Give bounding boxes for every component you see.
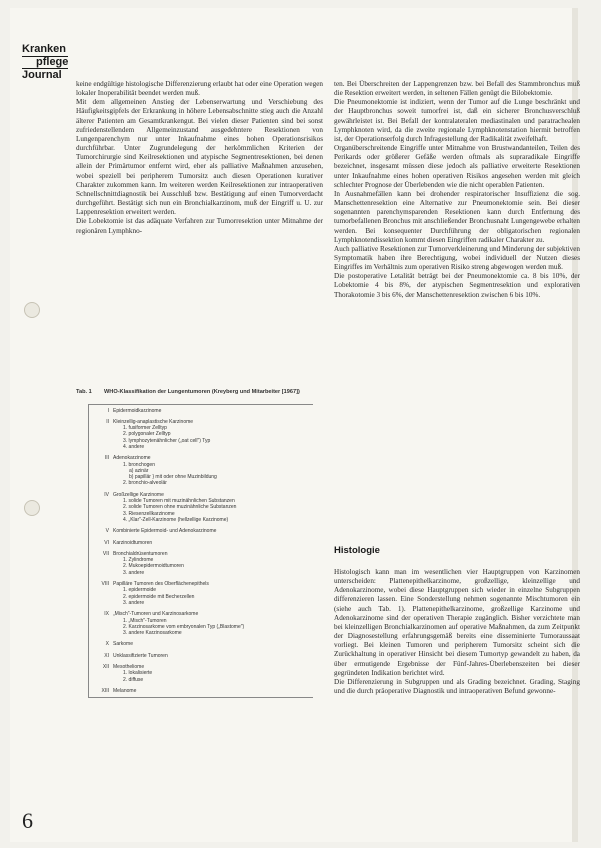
row-number: [91, 517, 113, 523]
row-text: 2. epidermoide mit Becherzellen: [123, 593, 195, 600]
row-text: Melanome: [113, 687, 137, 694]
table-row: [91, 528, 313, 534]
row-text: 1. epidermoide: [123, 587, 157, 594]
left-column: [76, 80, 323, 236]
row-text: 3. andere: [123, 599, 145, 606]
row-text: 1. „Misch"-Tumoren: [123, 617, 167, 624]
table-row: [91, 408, 313, 414]
row-number: XI: [104, 652, 109, 659]
right-column: [334, 80, 580, 300]
row-text: Kombinierte Epidermoid- und Adenokarzinome: [113, 528, 217, 535]
row-text: Großzellige Karzinome: [113, 491, 164, 498]
table-row: [91, 630, 313, 636]
paragraph: Mit dem allgemeinen Anstieg der Lebenserwartung und Verschiebung des Häufigkeitsgipfels der Erkrankung in höhere Lebensabschnitte stieg auch die Anzahl älterer Patienten am Gesamtkrankengut. Bei vielen dieser Patienten sind bei sonst zufriedenstellendem Allgemeinzustand ausgedehntere Resektionen von Lungenparenchym nur unter Inkaufnahme eines hohen Operationsrisikos durchführbar. Unter Zugrundelegung der herkömmlichen Kriterien der Tumorchirurgie sind Keilresektionen und atypische Segmentresektionen, bei denen allein der Primärtumor entfernt wird, eher als palliative Maßnahmen anzusehen, wobei speziell bei peripherem Tumorsitz auch diesen Operationen kurativer Charakter zukommen kann. Im weiteren werden Keilresektionen zur intraoperativen Schnellschnittdiagnostik bei Ausschluß bzw. Bestätigung auf einen Tumorverdacht durchgeführt. Bestätigt sich nun ein Bronchialkarzinom, muß der Eingriff u. U. zur Lappenresektion erweitert werden.: [76, 98, 323, 217]
paragraph: keine endgültige histologische Differenzierung erlaubt hat oder eine Operation wegen lokaler Inoperabilität beendet werden muß.: [76, 80, 323, 98]
row-text: 4. andere: [123, 443, 145, 450]
row-text: 2. bronchio-alveolär: [123, 480, 167, 487]
table-row: [91, 677, 313, 683]
row-number: [91, 630, 113, 636]
paragraph: Die Differenzierung in Subgruppen und als Grading bezeichnet. Grading, Staging und die durch präoperative Diagnostik und intraoperativen Befund gewonne-: [334, 677, 580, 696]
paragraph: In Ausnahmefällen kann bei drohender respiratorischer Insuffizienz die sog. Manschettenresektion eine Alternative zur Pneumonektomie sein. Bei dieser sogenannten parenchymsparenden Resektionen kann durch Entfernung des tumorbefallenen Bronchus mit anschließender Bronchusnaht Lungengewebe erhalten werden. Bei konsequenter Durchführung der obligatorischen regionalen Lymphknotendissektion kommt diesen Eingriffen radikaler Charakter zu.: [334, 189, 580, 244]
row-number: XIII: [101, 687, 109, 694]
row-number: VIII: [101, 581, 109, 588]
row-text: 1. fusiformer Zelltyp: [123, 425, 167, 432]
row-number: [91, 570, 113, 576]
table-row: [91, 480, 313, 486]
table-row: [91, 540, 313, 546]
row-text: 1. lokalisierte: [123, 670, 153, 677]
row-number: IV: [104, 491, 109, 498]
row-text: 2. Mukoepidermoidtumoren: [123, 563, 184, 570]
row-text: 2. diffuse: [123, 676, 144, 683]
table-row: [91, 570, 313, 576]
row-text: 4. „Klar"-Zell-Karzinome (hellzellige Karzinome): [123, 516, 229, 523]
row-number: XII: [102, 664, 109, 670]
row-number: [91, 600, 113, 606]
section-heading: Histologie: [334, 545, 380, 556]
row-text: 1. solide Tumoren mit muzinähnlichen Substanzen: [123, 498, 235, 505]
row-text: 3. Riesenzellkarzinome: [123, 510, 175, 517]
table-row: [91, 641, 313, 647]
punch-hole-icon: [24, 302, 40, 318]
row-text: 3. lymphozytenähnlicher („oat cell") Typ: [123, 437, 211, 444]
row-number: IX: [104, 611, 109, 618]
row-text: a) azinär: [129, 467, 149, 474]
row-number: [91, 480, 113, 486]
row-text: Adenokarzinome: [113, 455, 151, 462]
row-text: 2. solide Tumoren ohne muzinähnliche Substanzen: [123, 504, 237, 511]
row-text: Mesotheliome: [113, 664, 145, 670]
row-text: 1. Zylindrome: [123, 557, 154, 564]
row-number: VI: [104, 539, 109, 546]
table-body: [88, 404, 313, 699]
page-number: 6: [22, 808, 33, 833]
row-number: V: [105, 528, 109, 535]
table-row: [91, 444, 313, 450]
row-text: b) papillär } mit oder ohne Muzinbildung: [129, 474, 217, 481]
row-number: III: [104, 455, 109, 462]
row-text: Sarkome: [113, 641, 134, 648]
table-row: [91, 653, 313, 659]
row-text: Unklassifizierte Tumoren: [113, 652, 168, 659]
row-text: Kleinzellig-anaplastische Karzinome: [113, 418, 194, 425]
table-row: [91, 688, 313, 694]
paragraph: Die postoperative Letalität beträgt bei der Pneumonektomie ca. 8 bis 10%, der Lobektomie 4 bis 8%, der atypischen Segmentresektion und explorativen Thorakotomie 3 bis 6%, der Manschettenresektion zwischen 6 bis 10%.: [334, 272, 580, 299]
row-text: Epidermoidkarzinome: [113, 407, 162, 414]
paragraph: Die Pneumonektomie ist indiziert, wenn der Tumor auf die Lunge beschränkt und der Hauptbronchus soweit tumorfrei ist, daß ein sicherer Bronchusverschluß gewährleistet ist. Bei Befall der kontralateralen mediastinalen und paratrachealen Lymphknoten wird, da die zweite regionale Lymphknotenstation hiermit betroffen ist, der Operationserfolg durch Infragestellung der Radikalität zweifelhaft.: [334, 98, 580, 143]
table-label: Tab. 1: [76, 389, 92, 395]
who-classification-table: [76, 389, 323, 819]
paragraph: Die Lobektomie ist das adäquate Verfahren zur Tumorresektion unter Mitnahme der regionären Lymphkno-: [76, 217, 323, 235]
punch-hole-icon: [24, 500, 40, 516]
paragraph: Organüberschreitende Eingriffe unter Mitnahme von Brustwandanteilen, Teilen des Perikards oder größerer Gefäße werden oftmals als supraradikale Eingriffe bezeichnet, insgesamt müssen diese jedoch als palliative erweiterte Resektionen unter Inkaufnahme eines hohen operativen Risikos angesehen werden mit gleich schlechter Prognose der Überlebenden wie die nicht operablen Patienten.: [334, 144, 580, 189]
paragraph: ten. Bei Überschreiten der Lappengrenzen bzw. bei Befall des Stammbronchus muß die Resektion erweitert werden, in seltenen Fällen genügt die Bilobektomie.: [334, 80, 580, 98]
row-text: Bronchialdrüsentumoren: [113, 550, 168, 557]
journal-line-1: Kranken: [22, 43, 67, 55]
table-row: [91, 517, 313, 523]
paragraph: Histologisch kann man im wesentlichen vier Hauptgruppen von Karzinomen unterscheiden: Plattenepithelkarzinome, großzellige, kleinzellige und Adenokarzinome, wobei diese Hauptgruppen sich wieder in einzelne Subgruppen differenzieren lassen. Eine Sonderstellung nehmen sogenannte Mischtumoren ein (siehe auch Tab. 1). Plattenepithelkarzinome, großzellige Karzinome und Adenokarzinome sind der operativen Therapie zugänglich. Bisher verzichtete man bei kleinzelligen Bronchialkarzinomen auf operative Maßnahmen, da zum Zeitpunkt der Diagnosestellung erfahrungsgemäß bereits eine disseminierte Tumoraussaat vorliegt. Bei kleinen Tumoren und peripherem Tumorsitz scheint sich die Zurückhaltung in operativer Hinsicht bei diesem Tumortyp gewandelt zu haben, da über ermutigende Ergebnisse der Fünf-Jahres-Überlebenszeiten bei dieser gegründeten Indikation berichtet wird.: [334, 568, 580, 677]
journal-logo: [22, 44, 68, 81]
row-number: [91, 677, 113, 683]
row-number: X: [105, 641, 109, 648]
row-number: [91, 444, 113, 450]
row-text: „Misch"-Tumoren und Karzinosarkome: [113, 611, 199, 618]
row-text: 3. andere: [123, 569, 145, 576]
histologie-column: [334, 568, 580, 696]
table-row: [91, 600, 313, 606]
row-number: I: [107, 407, 109, 414]
paragraph: Auch palliative Resektionen zur Tumorverkleinerung und Minderung der subjektiven Symptomatik haben ihre Berechtigung, wobei individuell der Nutzen dieses Eingriffes im Verhältnis zum operativen Risiko streng abgewogen werden muß.: [334, 244, 580, 272]
row-text: 2. polygonaler Zelltyp: [123, 431, 171, 438]
table-title: WHO-Klassifikation der Lungentumoren (Kreyberg und Mitarbeiter [1967]): [104, 389, 300, 395]
journal-line-2: pflege: [22, 56, 68, 69]
row-number: II: [106, 418, 109, 425]
row-text: 2. Karzinosarkome vom embryonalen Typ („Blastome"): [123, 623, 245, 630]
row-text: 1. bronchogen: [123, 461, 155, 468]
journal-line-3: Journal: [22, 69, 62, 81]
row-text: Karzinoidtumoren: [113, 539, 153, 546]
row-text: Papilläre Tumoren des Oberflächenepithels: [113, 581, 209, 588]
row-number: VII: [102, 550, 109, 557]
row-text: 3. andere Karzinosarkome: [123, 630, 182, 637]
